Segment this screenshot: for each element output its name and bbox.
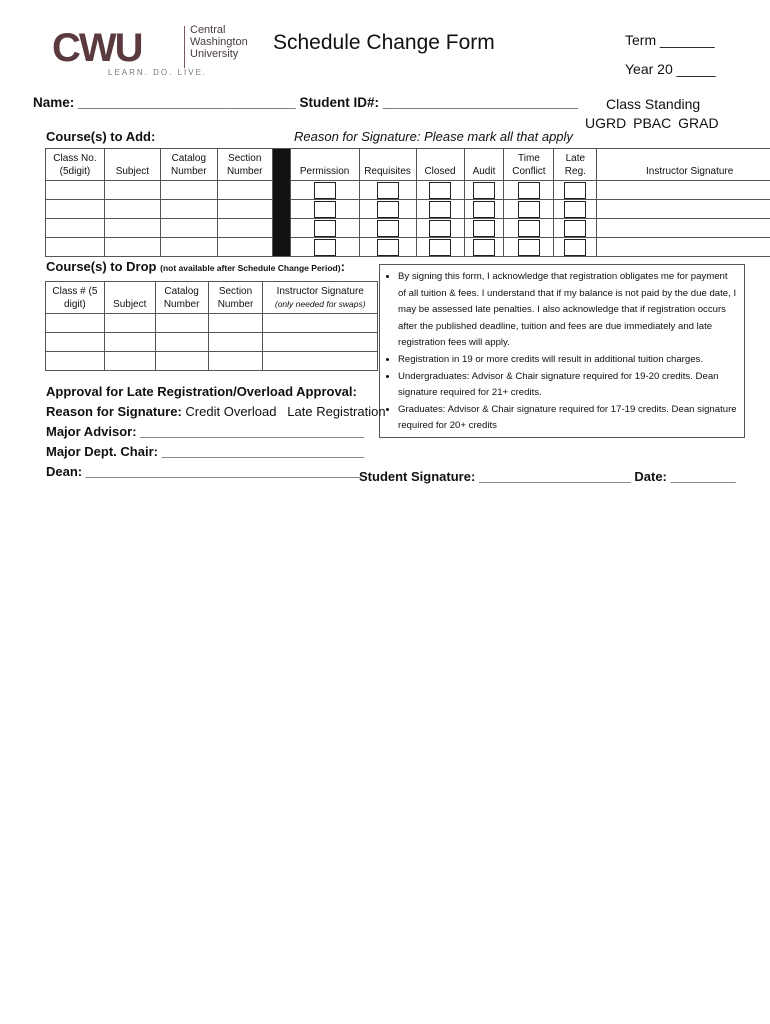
student-signature-row — [359, 469, 736, 484]
class-no-cell[interactable] — [46, 333, 105, 352]
instructor-signature-cell[interactable] — [597, 200, 770, 219]
student-signature-label: Student Signature: — [359, 469, 476, 484]
requisites-checkbox[interactable] — [377, 201, 399, 218]
catalog-cell[interactable] — [160, 200, 217, 219]
late-reg-checkbox[interactable] — [564, 182, 586, 199]
add-row — [46, 219, 770, 238]
catalog-cell[interactable] — [155, 333, 208, 352]
section-cell[interactable] — [208, 314, 263, 333]
dean-label: Dean: — [46, 464, 83, 479]
section-cell[interactable] — [217, 219, 272, 238]
col-instructor-signature: Instructor Signature (only needed for swaps) — [263, 282, 378, 314]
instructor-signature-cell[interactable] — [597, 238, 770, 257]
col-late-reg: Late Reg. — [554, 149, 597, 181]
dept-chair-label: Major Dept. Chair: — [46, 444, 158, 459]
drop-note: (not available after Schedule Change Period) — [160, 263, 341, 273]
cwu-logo — [52, 24, 180, 68]
class-standing-label: Class Standing — [606, 96, 701, 112]
logo-tagline: LEARN. DO. LIVE. — [108, 68, 208, 77]
time-conflict-checkbox[interactable] — [518, 201, 540, 218]
add-row — [46, 181, 770, 200]
late-reg-checkbox[interactable] — [564, 220, 586, 237]
col-time-conflict: Time Conflict — [504, 149, 554, 181]
date-label: Date: — [634, 469, 667, 484]
time-conflict-checkbox[interactable] — [518, 182, 540, 199]
name-field[interactable]: _____________________________ — [78, 95, 296, 110]
approval-reason-options[interactable]: Credit Overload Late Registration — [185, 404, 386, 419]
drop-courses-table — [45, 281, 378, 371]
catalog-cell[interactable] — [155, 352, 208, 371]
drop-row — [46, 314, 378, 333]
approval-heading: Approval for Late Registration/Overload Approval: — [46, 384, 357, 399]
time-conflict-checkbox[interactable] — [518, 239, 540, 256]
class-no-cell[interactable] — [46, 238, 105, 257]
subject-cell[interactable] — [104, 333, 155, 352]
requisites-checkbox[interactable] — [377, 220, 399, 237]
class-standing-options[interactable]: UGRD PBAC GRAD — [585, 115, 719, 131]
date-field[interactable]: _________ — [670, 469, 736, 484]
logo-divider — [184, 26, 185, 68]
dean-row — [46, 464, 361, 479]
late-reg-checkbox[interactable] — [564, 239, 586, 256]
drop-row — [46, 333, 378, 352]
closed-checkbox[interactable] — [429, 220, 451, 237]
col-audit: Audit — [464, 149, 504, 181]
subject-cell[interactable] — [104, 200, 160, 219]
col-catalog: Catalog Number — [155, 282, 208, 314]
add-courses-table — [45, 148, 770, 257]
page-title: Schedule Change Form — [273, 31, 495, 54]
approval-reason-row — [46, 404, 386, 419]
audit-checkbox[interactable] — [473, 239, 495, 256]
col-instructor-signature: Instructor Signature — [597, 149, 770, 181]
permission-checkbox[interactable] — [314, 182, 336, 199]
acknowledgement-item: • Undergraduates: Advisor & Chair signature required for 19-20 credits. Dean signature required for 21+ credits. — [398, 369, 738, 402]
closed-checkbox[interactable] — [429, 239, 451, 256]
institution-name: Central Washington University — [190, 24, 248, 60]
dept-chair-row — [46, 444, 364, 459]
name-label: Name: — [33, 95, 75, 110]
student-info-row — [33, 95, 578, 110]
class-no-cell[interactable] — [46, 200, 105, 219]
time-conflict-checkbox[interactable] — [518, 220, 540, 237]
col-section: Section Number — [217, 149, 272, 181]
section-cell[interactable] — [217, 238, 272, 257]
subject-cell[interactable] — [104, 352, 155, 371]
instructor-signature-cell[interactable] — [263, 333, 378, 352]
col-subject: Subject — [104, 282, 155, 314]
class-no-cell[interactable] — [46, 352, 105, 371]
section-cell[interactable] — [217, 200, 272, 219]
closed-checkbox[interactable] — [429, 182, 451, 199]
student-id-field[interactable]: __________________________ — [382, 95, 579, 110]
col-catalog: Catalog Number — [160, 149, 217, 181]
drop-section-heading: Course(s) to Drop (not available after Schedule Change Period): — [46, 259, 345, 274]
catalog-cell[interactable] — [160, 181, 217, 200]
dean-field[interactable]: ______________________________________ — [85, 464, 361, 479]
acknowledgement-box — [379, 264, 745, 438]
add-row — [46, 238, 770, 257]
col-class-no: Class # (5 digit) — [46, 282, 105, 314]
drop-table-header — [46, 282, 378, 314]
col-class-no: Class No. (5digit) — [46, 149, 105, 181]
requisites-checkbox[interactable] — [377, 182, 399, 199]
acknowledgement-item: • Graduates: Advisor & Chair signature required for 17-19 credits. Dean signature required for 20+ credits — [398, 402, 738, 435]
catalog-cell[interactable] — [160, 238, 217, 257]
add-row — [46, 200, 770, 219]
subject-cell[interactable] — [104, 238, 160, 257]
logo-wordmark: CWU — [52, 26, 142, 68]
student-id-label: Student ID#: — [299, 95, 380, 110]
acknowledgement-item: • Registration in 19 or more credits will result in additional tuition charges. — [398, 352, 738, 369]
audit-checkbox[interactable] — [473, 182, 495, 199]
class-no-cell[interactable] — [46, 314, 105, 333]
major-advisor-field[interactable]: _______________________________ — [140, 424, 365, 439]
audit-checkbox[interactable] — [473, 201, 495, 218]
instructor-signature-cell[interactable] — [263, 314, 378, 333]
permission-checkbox[interactable] — [314, 220, 336, 237]
reason-for-signature-heading: Reason for Signature: Please mark all that apply — [294, 129, 573, 144]
instructor-signature-cell[interactable] — [263, 352, 378, 371]
subject-cell[interactable] — [104, 219, 160, 238]
major-advisor-label: Major Advisor: — [46, 424, 137, 439]
subject-cell[interactable] — [104, 181, 160, 200]
col-permission: Permission — [290, 149, 359, 181]
late-reg-checkbox[interactable] — [564, 201, 586, 218]
drop-row — [46, 352, 378, 371]
subject-cell[interactable] — [104, 314, 155, 333]
black-divider — [272, 149, 290, 257]
dept-chair-field[interactable]: ____________________________ — [161, 444, 365, 459]
section-cell[interactable] — [217, 181, 272, 200]
year-field[interactable]: Year 20 _____ — [625, 61, 716, 77]
requisites-checkbox[interactable] — [377, 239, 399, 256]
permission-checkbox[interactable] — [314, 239, 336, 256]
col-section: Section Number — [208, 282, 263, 314]
add-table-header — [46, 149, 770, 181]
catalog-cell[interactable] — [160, 219, 217, 238]
approval-reason-label: Reason for Signature: — [46, 404, 182, 419]
class-no-cell[interactable] — [46, 219, 105, 238]
audit-checkbox[interactable] — [473, 220, 495, 237]
section-cell[interactable] — [208, 333, 263, 352]
col-subject: Subject — [104, 149, 160, 181]
col-requisites: Requisites — [359, 149, 416, 181]
catalog-cell[interactable] — [155, 314, 208, 333]
col-closed: Closed — [416, 149, 464, 181]
closed-checkbox[interactable] — [429, 201, 451, 218]
instructor-signature-cell[interactable] — [597, 219, 770, 238]
student-signature-field[interactable]: _____________________ — [478, 469, 631, 484]
term-field[interactable]: Term _______ — [625, 32, 715, 48]
acknowledgement-item: • By signing this form, I acknowledge that registration obligates me for payment of all tuition & fees. I understand that if my balance is not paid by the due date, I may be assessed late penalties. I also acknowledge that if registration occurs after the published deadline, tuition and fees are due immediately and late registration fees will apply. — [398, 269, 738, 352]
class-no-cell[interactable] — [46, 181, 105, 200]
instructor-signature-cell[interactable] — [597, 181, 770, 200]
section-cell[interactable] — [208, 352, 263, 371]
permission-checkbox[interactable] — [314, 201, 336, 218]
major-advisor-row — [46, 424, 364, 439]
add-section-heading: Course(s) to Add: — [46, 129, 156, 144]
